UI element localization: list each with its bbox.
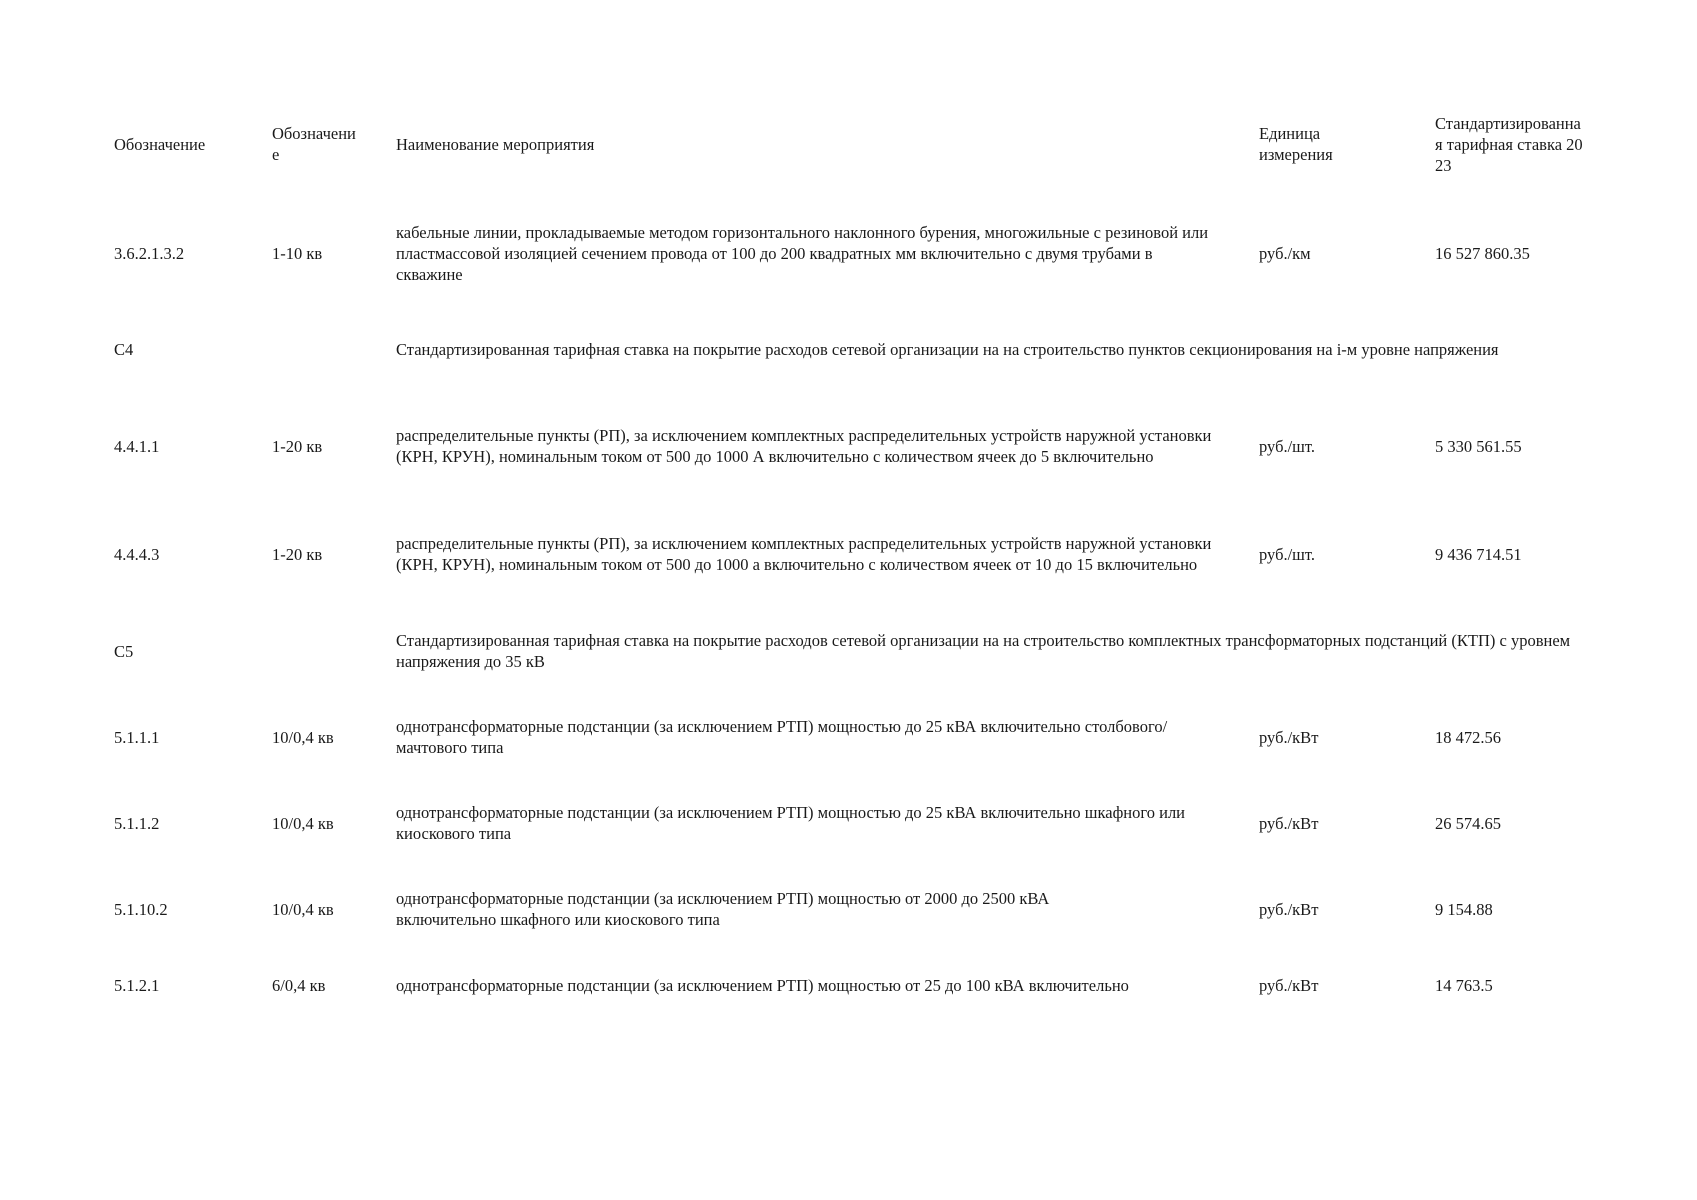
header-voltage-cell: [272, 108, 382, 180]
section-title-cell: [396, 628, 1586, 674]
header-voltage: Обозначение: [272, 124, 356, 164]
row-rate: 9 154.88: [1435, 899, 1493, 919]
row-rate-cell: [1435, 800, 1635, 846]
row-name: распределительные пункты (РП), за исключением комплектных распределительных устройств наружной установки (КРН, КРУН), номинальным током от 500 до 1000 а включительно с количеством ячеек от 10 до 15 включительно: [396, 534, 1212, 574]
row-code-cell: [114, 886, 264, 932]
row-unit: руб./кВт: [1259, 813, 1319, 833]
row-code: 3.6.2.1.3.2: [114, 243, 185, 263]
row-code: 5.1.2.1: [114, 975, 160, 995]
header-rate-cell: [1435, 108, 1635, 180]
section-title-cell: [396, 326, 1586, 372]
row-rate: 16 527 860.35: [1435, 243, 1530, 263]
row-code: 4.4.1.1: [114, 436, 160, 456]
row-name-cell: [396, 412, 1216, 480]
row-name-cell: [396, 218, 1216, 288]
row-code: 5.1.1.1: [114, 727, 160, 747]
table-row: [0, 714, 1697, 760]
header-code-cell: [114, 108, 264, 180]
row-unit: руб./кВт: [1259, 899, 1319, 919]
row-unit: руб./км: [1259, 243, 1311, 263]
row-name: однотрансформаторные подстанции (за исключением РТП) мощностью от 25 до 100 кВА включительно: [396, 975, 1129, 995]
row-code-cell: [114, 972, 264, 998]
row-rate: 14 763.5: [1435, 975, 1493, 995]
row-name-cell: [396, 886, 1216, 932]
header-unit: Единица измерения: [1259, 124, 1333, 164]
row-unit-cell: [1259, 714, 1419, 760]
row-rate-cell: [1435, 886, 1635, 932]
section-code-cell: [114, 628, 264, 674]
section-title: Стандартизированная тарифная ставка на покрытие расходов сетевой организации на на строительство комплектных трансформаторных подстанций (КТП) с уровнем напряжения до 35 кВ: [396, 631, 1571, 671]
row-name: распределительные пункты (РП), за исключением комплектных распределительных устройств наружной установки (КРН, КРУН), номинальным током от 500 до 1000 А включительно с количеством ячеек до 5 включительно: [396, 426, 1212, 466]
row-unit-cell: [1259, 972, 1419, 998]
row-name: однотрансформаторные подстанции (за исключением РТП) мощностью от 2000 до 2500 кВА включительно шкафного или киоскового типа: [396, 889, 1050, 929]
row-voltage: 1-20 кв: [272, 436, 323, 456]
row-voltage-cell: [272, 218, 382, 288]
table-row: [0, 800, 1697, 846]
section-code-cell: [114, 326, 264, 372]
header-name: Наименование мероприятия: [396, 134, 595, 154]
row-rate: 9 436 714.51: [1435, 544, 1522, 564]
table-row: [0, 218, 1697, 288]
row-code-cell: [114, 714, 264, 760]
row-name-cell: [396, 800, 1216, 846]
row-unit: руб./кВт: [1259, 727, 1319, 747]
row-rate-cell: [1435, 412, 1635, 480]
row-voltage-cell: [272, 800, 382, 846]
section-row: [0, 628, 1697, 674]
row-rate-cell: [1435, 218, 1635, 288]
row-code-cell: [114, 800, 264, 846]
table-row: [0, 886, 1697, 932]
row-voltage: 10/0,4 кв: [272, 899, 334, 919]
row-rate-cell: [1435, 714, 1635, 760]
section-code: С5: [114, 641, 134, 661]
row-rate: 18 472.56: [1435, 727, 1501, 747]
row-name-cell: [396, 972, 1216, 998]
row-voltage-cell: [272, 972, 382, 998]
row-unit: руб./шт.: [1259, 544, 1315, 564]
row-rate: 5 330 561.55: [1435, 436, 1522, 456]
section-row: [0, 326, 1697, 372]
row-voltage-cell: [272, 886, 382, 932]
row-voltage: 10/0,4 кв: [272, 727, 334, 747]
row-unit-cell: [1259, 218, 1419, 288]
row-voltage-cell: [272, 520, 382, 588]
row-voltage: 6/0,4 кв: [272, 975, 326, 995]
row-unit-cell: [1259, 412, 1419, 480]
row-name: однотрансформаторные подстанции (за исключением РТП) мощностью до 25 кВА включительно столбового/мачтового типа: [396, 717, 1168, 757]
row-voltage: 1-20 кв: [272, 544, 323, 564]
row-code: 5.1.10.2: [114, 899, 168, 919]
row-rate-cell: [1435, 520, 1635, 588]
row-voltage-cell: [272, 714, 382, 760]
row-voltage: 10/0,4 кв: [272, 813, 334, 833]
row-name-cell: [396, 714, 1216, 760]
header-name-cell: [396, 108, 1216, 180]
table-header: [0, 108, 1697, 180]
row-code-cell: [114, 412, 264, 480]
row-name: однотрансформаторные подстанции (за исключением РТП) мощностью до 25 кВА включительно шкафного или киоскового типа: [396, 803, 1186, 843]
row-code-cell: [114, 218, 264, 288]
row-rate: 26 574.65: [1435, 813, 1501, 833]
row-unit-cell: [1259, 520, 1419, 588]
header-code: Обозначение: [114, 134, 206, 154]
row-name-cell: [396, 520, 1216, 588]
row-rate-cell: [1435, 972, 1635, 998]
table-row: [0, 972, 1697, 998]
header-rate: Стандартизированная тарифная ставка 2023: [1435, 113, 1583, 175]
row-unit-cell: [1259, 886, 1419, 932]
section-code: С4: [114, 339, 134, 359]
row-code: 4.4.4.3: [114, 544, 160, 564]
table-row: [0, 520, 1697, 588]
header-unit-cell: [1259, 108, 1419, 180]
row-code: 5.1.1.2: [114, 813, 160, 833]
table-row: [0, 412, 1697, 480]
row-unit: руб./кВт: [1259, 975, 1319, 995]
section-title: Стандартизированная тарифная ставка на покрытие расходов сетевой организации на на строительство пунктов секционирования на i-м уровне напряжения: [396, 339, 1499, 359]
row-voltage-cell: [272, 412, 382, 480]
row-name: кабельные линии, прокладываемые методом горизонтального наклонного бурения, многожильные с резиновой или пластмассовой изоляцией сечением провода от 100 до 200 квадратных мм включительно с двумя трубами в скважине: [396, 222, 1209, 284]
row-unit-cell: [1259, 800, 1419, 846]
row-voltage: 1-10 кв: [272, 243, 323, 263]
row-unit: руб./шт.: [1259, 436, 1315, 456]
row-code-cell: [114, 520, 264, 588]
